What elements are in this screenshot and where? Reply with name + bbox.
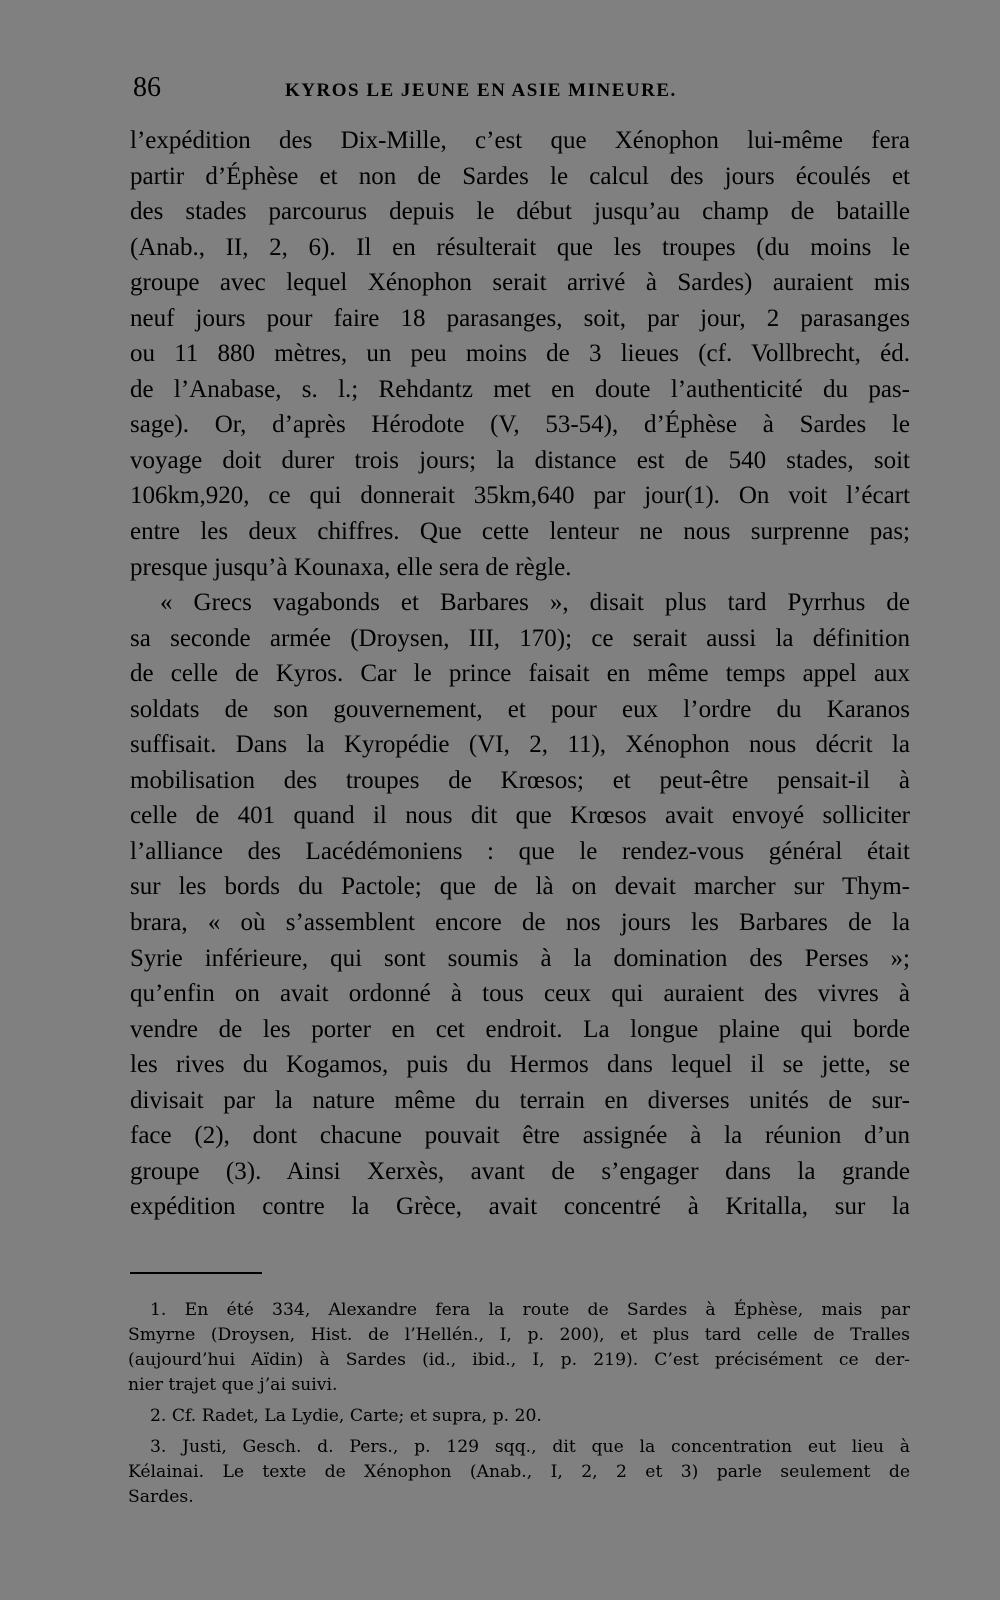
- text-line: voyage doit durer trois jours; la distance est de 540 stades, soit: [130, 446, 910, 474]
- footnote-line: Smyrne (Droysen, Hist. de l’Hellén., I, p. 200), et plus tard celle de Tralles: [128, 1325, 910, 1345]
- body-text: [130, 123, 910, 1225]
- text-line: l’alliance des Lacédémoniens : que le rendez-vous général était: [130, 837, 910, 865]
- text-line: soldats de son gouvernement, et pour eux l’ordre du Karanos: [130, 695, 910, 723]
- text-line: suffisait. Dans la Kyropédie (VI, 2, 11), Xénophon nous décrit la: [130, 731, 910, 759]
- footnote-line: Sardes.: [128, 1487, 194, 1507]
- text-line: « Grecs vagabonds et Barbares », disait plus tard Pyrrhus de: [160, 589, 910, 617]
- text-line: partir d’Éphèse et non de Sardes le calcul des jours écoulés et: [130, 162, 910, 190]
- footnote-line: nier trajet que j’ai suivi.: [128, 1375, 338, 1395]
- text-line: de celle de Kyros. Car le prince faisait en même temps appel aux: [130, 660, 910, 688]
- text-line: divisait par la nature même du terrain en diverses unités de sur-: [130, 1086, 910, 1114]
- footnote-line: Kélainai. Le texte de Xénophon (Anab., I, 2, 2 et 3) parle seulement de: [128, 1462, 910, 1482]
- text-line: ou 11 880 mètres, un peu moins de 3 lieues (cf. Vollbrecht, éd.: [130, 340, 910, 368]
- text-line: l’expédition des Dix-Mille, c’est que Xénophon lui-même fera: [130, 127, 910, 154]
- footnote-line: (aujourd’hui Aïdin) à Sardes (id., ibid., I, p. 219). C’est précisément ce der-: [128, 1350, 910, 1370]
- text-line: sur les bords du Pactole; que de là on devait marcher sur Thym-: [130, 873, 910, 901]
- text-line: expédition contre la Grèce, avait concentré à Kritalla, sur la: [130, 1193, 910, 1221]
- text-line: 106km,920, ce qui donnerait 35km,640 par jour(1). On voit l’écart: [130, 482, 910, 510]
- footnote-line: 3. Justi, Gesch. d. Pers., p. 129 sqq., dit que la concentration eut lieu à: [150, 1437, 910, 1457]
- text-line: les rives du Kogamos, puis du Hermos dans lequel il se jette, se: [130, 1051, 910, 1079]
- text-line: celle de 401 quand il nous dit que Krœsos avait envoyé solliciter: [130, 802, 910, 830]
- text-line: des stades parcourus depuis le début jusqu’au champ de bataille: [130, 198, 910, 226]
- text-line: groupe (3). Ainsi Xerxès, avant de s’engager dans la grande: [130, 1157, 910, 1185]
- footnote-line: 1. En été 334, Alexandre fera la route de Sardes à Éphèse, mais par: [150, 1300, 910, 1320]
- text-line: de l’Anabase, s. l.; Rehdantz met en doute l’authenticité du pas-: [130, 375, 910, 403]
- text-line: sa seconde armée (Droysen, III, 170); ce serait aussi la définition: [130, 624, 910, 652]
- text-line: entre les deux chiffres. Que cette lenteur ne nous surprenne pas;: [130, 518, 910, 546]
- text-line: neuf jours pour faire 18 parasanges, soit, par jour, 2 parasanges: [130, 304, 910, 332]
- text-line: face (2), dont chacune pouvait être assignée à la réunion d’un: [130, 1122, 910, 1150]
- running-head: KYROS LE JEUNE EN ASIE MINEURE.: [285, 80, 677, 101]
- text-line: qu’enfin on avait ordonné à tous ceux qui auraient des vivres à: [130, 980, 910, 1008]
- text-line: presque jusqu’à Kounaxa, elle sera de règle.: [130, 553, 572, 581]
- text-line: Syrie inférieure, qui sont soumis à la domination des Perses »;: [130, 944, 910, 972]
- text-line: sage). Or, d’après Hérodote (V, 53-54), d’Éphèse à Sardes le: [130, 411, 910, 439]
- text-line: groupe avec lequel Xénophon serait arrivé à Sardes) auraient mis: [130, 269, 910, 297]
- footnote-rule: [130, 1272, 262, 1274]
- text-line: brara, « où s’assemblent encore de nos jours les Barbares de la: [130, 909, 910, 937]
- text-line: vendre de les porter en cet endroit. La longue plaine qui borde: [130, 1015, 910, 1043]
- page-number: 86: [133, 72, 161, 103]
- footnote-line: 2. Cf. Radet, La Lydie, Carte; et supra, p. 20.: [150, 1406, 542, 1426]
- text-line: (Anab., II, 2, 6). Il en résulterait que les troupes (du moins le: [130, 233, 910, 261]
- footnotes: [128, 1298, 910, 1510]
- text-line: mobilisation des troupes de Krœsos; et peut-être pensait-il à: [130, 766, 910, 794]
